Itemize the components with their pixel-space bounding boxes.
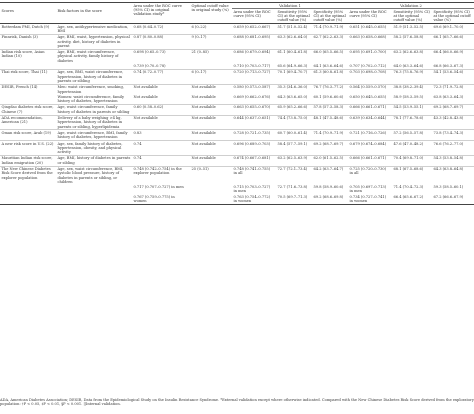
table-row [0,130,474,141]
cell-v1-specificity: 64.1 (63.6–64.6) [313,64,344,69]
header-v2-specificity: Specificity (95% CI) at the optimal cutoff value (%) [432,9,474,24]
cell-v2-specificity: 54.1 (53.6–54.6) [432,69,474,84]
cell-v1-auc: 0.659 (0.652–0.667) [232,24,276,35]
table-row [0,24,474,35]
cell-v1-specificity: 76.7 (76.3–77.2) [312,84,348,94]
header-validation-1: Validation 1 [232,3,348,9]
cell-optimal-cutoff [190,185,232,195]
cell-v2-sensitivity: 51.9 (51.3–52.5) [392,24,432,35]
cell-v1-auc: 0.763 (0.754–0.772) in women [233,194,271,204]
cell-risk-factors: Age, waist circumference, BMI, family history of diabetes, hypertension [56,130,132,141]
cell-v1-auc: 0.748 (0.741–0.755) in all [232,166,276,185]
cell-v1-specificity: 48.1 (47.5–48.6) [312,115,348,130]
header-scores: Scores [0,9,56,24]
cell-auc-original: Not available [132,84,190,94]
table-row [0,94,474,104]
cell-score: Rotterdam PMI, Dutch (9) [0,24,56,35]
cell-v2-specificity: 73.8 (73.4–74.3) [432,130,474,141]
header-v2-auc: Area under the ROC curve (95% CI) [348,9,392,24]
cell-v2-sensitivity: 54.5 (53.9–55.1) [392,104,432,115]
table-row [0,104,474,115]
cell-v1-sensitivity: 35.3 (34.6–36.0) [276,84,312,94]
cell-score: DESIR, French (14) [0,84,56,94]
cell-auc-original: 0.748 (0.742–0.754) in the explorer population [132,166,190,185]
cell-risk-factors: Age, sex, family history of diabetes, hypertension, obesity, and physical activity [56,141,132,156]
cell-risk-factors: Age, waist circumference, family history of diabetes in parents or sibling [56,104,132,115]
cell-v1-sensitivity: 61.1 (60.4–61.8) [276,49,312,63]
cell-optimal-cutoff: Not available [190,84,232,94]
cell-v2-specificity: 59.3 (58.5–60.1) [433,185,464,190]
cell-v1-auc: 0.669 (0.662–0.676) [233,94,271,99]
cell-v2-specificity: 76.6 (76.2–77.0) [432,141,474,156]
header-validation-2: Validation 2 [348,3,474,9]
cell-v2-specificity: 54.3 (53.8–54.8) [432,155,474,166]
cell-optimal-cutoff: 6 (0–17) [190,69,232,84]
header-auc-original: Area under the ROC curve (95% CI) in original validation study* [132,3,190,24]
table-header [0,3,474,24]
cell-v2-auc: 0.679 (0.674–0.684) [348,141,392,156]
table-row [0,194,474,204]
cell-v1-sensitivity: 70.1 (69.4–70.7) [276,69,312,84]
cell-v1-auc: 0.710 (0.703–0.717) [233,64,271,69]
cell-v1-specificity: 66.0 (65.5–66.5) [312,49,348,63]
cell-auc-original: Not available [132,115,190,130]
cell-v1-sensitivity: 65.9 (65.2–66.6) [276,104,312,115]
cell-v1-specificity: 64.2 (63.7–64.7) [312,166,348,185]
header-v1-auc: Area under the ROC curve (95% CI) [232,9,276,24]
cell-v2-auc: 0.725 (0.720–0.730) in all [348,166,392,185]
cell-v1-sensitivity: 72.7 (72.1–73.4) [276,166,312,185]
cell-score: ADA recommendation, American (21) [0,115,56,130]
cell-optimal-cutoff: 6 (0–22) [190,24,232,35]
cell-auc-original: 0.83 [132,130,190,141]
cell-v2-specificity: 72.3 (71.9–72.8) [432,84,474,94]
cell-v2-sensitivity: 57.2 (56.5–57.8) [392,130,432,141]
cell-v2-sensitivity: 71.4 (70.4–72.3) [393,185,424,190]
cell-v2-sensitivity: 64.0 (63.3–64.6) [393,64,424,69]
cell-optimal-cutoff: Not available [190,104,232,115]
cell-v2-sensitivity: 70.4 (69.8–71.0) [392,155,432,166]
cell-score [0,194,56,204]
cell-v2-specificity: 69.6 (69.1–70.0) [432,24,474,35]
cell-auc-original: 0.767 (0.759–0.775) in women [133,194,175,204]
cell-score [0,185,56,195]
cell-auc-original: 0.74 (0.72–0.77) [132,69,190,84]
cell-risk-factors: Age, BMI, history of diabetes in parents or sibling [57,156,131,165]
cell-v1-sensitivity: 70.5 (69.7–71.3) [277,194,308,199]
cell-risk-factors [56,194,132,204]
cell-score: Mauritian Indian risk score, Indian emigration (20) [0,155,56,166]
cell-score: The New Chinese Diabetes Risk Score derived from the explorer population [0,166,56,185]
cell-optimal-cutoff: 25 (0–51) [190,166,232,185]
cell-v1-specificity: 57.8 (57.3–58.3) [312,104,348,115]
cell-optimal-cutoff: Not available [191,94,216,99]
cell-v2-auc: 0.651 (0.645–0.655) [348,24,392,35]
cell-v1-auc: 0.663 (0.655–0.670) [232,104,276,115]
cell-v1-specificity: 61.3 (60.8–61.8) [312,69,348,84]
cell-score: A new risk score in U.S. (22) [0,141,56,156]
cell-v2-sensitivity: 58.9 (58.3–59.5) [393,94,424,99]
cell-v2-auc: 0.705 (0.697–0.713) in men [349,185,387,194]
cell-v1-sensitivity: 74.4 (73.8–75.0) [276,115,312,130]
table-row [0,115,474,130]
cell-score [0,94,56,104]
cell-auc-original: 0.717 (0.707–0.727) in men [133,185,184,190]
header-optimal-cutoff: Optimal cutoff value in original study (%) [190,3,232,24]
cell-risk-factors: Men: waist circumference, smoking, hypertension [56,84,132,94]
cell-v1-specificity: 62.0 (61.5–62.5) [312,155,348,166]
cell-v1-sensitivity: 72.7 (71.6–73.8) [277,185,308,190]
header-v1-specificity: Specificity (95% CI) at the optimal cutoff value (%) [312,9,348,24]
cell-score: Oman risk score, Arab (19) [0,130,56,141]
cell-auc-original: 0.60 (0.58–0.62) [132,104,190,115]
cell-auc-original: 0.87 (0.80–0.88) [132,34,190,49]
header-risk-factors: Risk factors in the score [56,9,132,24]
cell-v1-sensitivity: 63.3 (62.6–64.0) [276,34,312,49]
table-row [0,49,474,63]
cell-v2-specificity: 67.2 (66.6–67.9) [433,194,464,199]
table-row [0,166,474,185]
cell-optimal-cutoff: Not available [190,115,232,130]
cell-risk-factors: Age, sex, antihypertensive medication, BMI [56,24,132,35]
cell-v1-sensitivity: 63.2 (62.5–63.9) [276,155,312,166]
cell-v2-auc: 0.666 (0.661–0.671) [348,155,392,166]
cell-v1-sensitivity: 64.3 (63.6–65.0) [277,94,308,99]
cell-v2-auc: 0.721 (0.716–0.726) [348,130,392,141]
cell-v2-auc: 0.695 (0.691–0.700) [348,49,392,63]
cell-v2-auc: 0.707 (0.702–0.712) [349,64,387,69]
cell-v1-sensitivity: 51.7 (51.0–52.4) [276,24,312,35]
cell-v2-specificity: 66.1 (65.7–66.6) [432,34,474,49]
cell-score: Indian risk score, Asian Indian (10) [0,49,56,63]
cell-optimal-cutoff: 9 (0–17) [190,34,232,49]
cell-risk-factors: Age, BMI, waist, hypertension, physical activity, diet, history of diabetes in parent [56,34,132,49]
cell-v1-auc: 0.686 (0.679–0.694) [232,49,276,63]
cell-risk-factors: Women: waist circumference, family history of diabetes, hypertension [57,94,124,104]
cell-auc-original: 0.698 (0.65–0.73) [132,49,190,63]
cell-v2-auc: 0.734 (0.727–0.741) in women [349,194,387,204]
table-footnote: ADA, American Diabetes Association; DESIR, Data from the Epidemiological Study on the Insulin Resistance Syndrome. *External validation except where otherwise indicated. Compared with the New Chinese Diabetes Risk Score derived from the exploratory population: †P < 0.05, ‡P < 0.01, §P < 0.001. ||Internal validation. [0,398,474,407]
cell-score: Finnrisk, Danish (3) [0,34,56,49]
cell-risk-factors: Age, sex, BMI, waist circumference, hypertension, history of diabetes in parents or sibling [56,69,132,84]
cell-v2-specificity: 43.3 (42.8–43.8) [432,115,474,130]
cell-v2-sensitivity: 78.1 (77.6–78.6) [392,115,432,130]
cell-risk-factors: Age, BMI, waist circumference, physical activity, family history of diabetes [56,49,132,63]
table-row [0,34,474,49]
cell-optimal-cutoff: 21 (0–85) [190,49,232,63]
cell-v1-specificity: 71.4 (70.9–71.9) [312,24,348,35]
cell-score: Thai risk score, Thai (11) [0,69,56,84]
cell-v1-sensitivity: 58.4 (57.7–59.1) [276,141,312,156]
cell-auc-original: 0.74 [132,155,190,166]
cell-v1-specificity: 71.4 (70.9–71.9) [312,130,348,141]
table-row [0,69,474,84]
cell-v2-auc: 0.703 (0.698–0.708) [348,69,392,84]
cell-v1-sensitivity: 65.6 (64.9–66.3) [277,64,308,69]
cell-v1-auc: 0.715 (0.703–0.727) in men [233,185,271,194]
cell-v2-sensitivity: 76.3 (75.8–76.9) [392,69,432,84]
cell-v1-auc: 0.688 (0.681–0.695) [232,34,276,49]
cell-optimal-cutoff: Not available [190,130,232,141]
cell-v1-auc: 0.644 (0.637–0.651) [232,115,276,130]
header-v2-sensitivity: Sensitivity (95% CI) at the optimal cutoff value (%) [392,9,432,24]
cell-v2-auc: 0.564 (0.559–0.570) [348,84,392,94]
cell-auc-original: 0.68 (0.64–0.72) [132,24,190,35]
cell-v2-sensitivity: 38.8 (38.2–39.4) [392,84,432,94]
cell-v1-specificity: 69.2 (68.6–69.8) [313,194,344,199]
cell-v1-auc: 0.674 (0.667–0.681) [232,155,276,166]
cell-score: Qingdao diabetes risk score, Chinese (7) [0,104,56,115]
cell-v2-specificity: 64.3 (63.8–64.8) [432,166,474,185]
cell-v1-specificity: 60.1 (59.6–60.6) [313,94,344,99]
cell-v1-specificity: 59.8 (58.9–60.6) [313,185,344,190]
cell-v1-auc: 0.728 (0.721–0.735) [232,130,276,141]
cell-v1-auc: 0.720 (0.713–0.727) [232,69,276,84]
cell-v2-sensitivity: 58.2 (57.6–58.8) [392,34,432,49]
cell-v2-specificity: 69.2 (68.7–69.7) [432,104,474,115]
cell-v2-sensitivity: 68.1 (67.5–68.6) [392,166,432,185]
cell-v2-sensitivity: 66.4 (65.6–67.2) [393,194,424,199]
header-v1-sensitivity: Sensitivity (95% CI) at the optimal cutoff value (%) [276,9,312,24]
cell-v2-auc: 0.663 (0.658–0.668) [348,34,392,49]
table-row [0,141,474,156]
cell-auc-original: 0.74 [132,141,190,156]
cell-risk-factors [56,185,132,195]
cell-v2-specificity: 66.4 (66.0–66.9) [432,49,474,63]
cell-optimal-cutoff: Not available [190,141,232,156]
cell-v2-auc: 0.639 (0.634–0.644) [348,115,392,130]
cell-v1-sensitivity: 60.7 (60.0–61.4) [276,130,312,141]
header-row-columns [0,9,474,24]
table-body [0,24,474,205]
cell-v1-auc: 0.696 (0.689–0.703) [232,141,276,156]
cell-v2-auc: 0.650 (0.645–0.655) [349,94,387,99]
cell-v2-specificity: 63.8 (63.3–64.3) [433,94,464,99]
cell-v1-auc: 0.580 (0.573–0.587) [232,84,276,94]
cell-auc-original: 0.739 (0.70–0.78) [133,64,166,69]
cell-optimal-cutoff: Not available [190,155,232,166]
cell-v1-specificity: 62.7 (62.2–63.3) [312,34,348,49]
cell-optimal-cutoff [190,194,232,204]
table-row [0,185,474,195]
cell-v2-specificity: 66.8 (66.3–67.3) [433,64,464,69]
cell-v2-sensitivity: 63.2 (62.6–63.8) [392,49,432,63]
table-row [0,84,474,94]
cell-risk-factors: Age, sex, waist circumference, BMI, systolic blood pressure, history of diabetes in parents or sibling, or children [56,166,132,185]
cell-auc-original: Not available [133,94,158,99]
validation-table [0,2,474,205]
cell-v2-sensitivity: 47.6 (47.0–48.2) [392,141,432,156]
cell-v2-auc: 0.666 (0.661–0.671) [348,104,392,115]
cell-risk-factors: Delivery of a baby weighing >4 kg, hypertension, history of diabetes in parents or sibling, hyperlipidemia [56,115,132,130]
table-row [0,155,474,166]
cell-v1-specificity: 69.2 (68.7–69.7) [312,141,348,156]
